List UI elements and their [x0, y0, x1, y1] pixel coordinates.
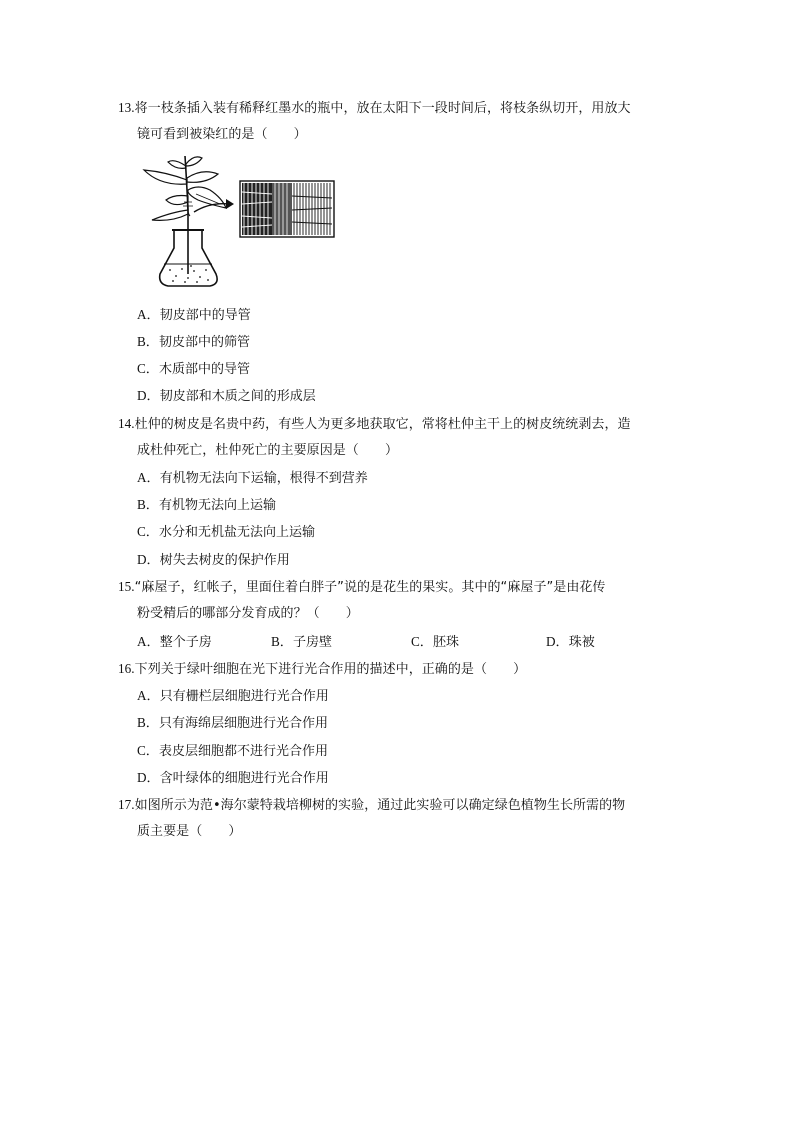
question-13-text-2: 镜可看到被染红的是（ ） — [137, 127, 307, 142]
question-17-text-2: 质主要是（ ） — [137, 824, 242, 839]
question-17-text-1: 如图所示为范•海尔蒙特栽培柳树的实验，通过此实验可以确定绿色植物生长所需的物 — [134, 798, 626, 813]
question-15-option-c[interactable]: C．胚珠 — [411, 634, 459, 650]
question-14-line-2 — [137, 437, 697, 464]
question-14-option-a[interactable]: A．有机物无法向下运输，根得不到营养 — [137, 470, 368, 486]
question-15-option-b[interactable]: B．子房壁 — [271, 634, 332, 650]
question-17-line-1 — [118, 791, 678, 819]
question-15-text-2: 粉受精后的哪部分发育成的？（ ） — [137, 606, 359, 621]
question-16-line-1 — [118, 655, 678, 683]
question-16-option-d[interactable]: D．含叶绿体的细胞进行光合作用 — [137, 770, 329, 786]
question-13-line-1 — [118, 94, 678, 122]
question-16-option-a[interactable]: A．只有栅栏层细胞进行光合作用 — [137, 688, 329, 704]
question-15-option-a[interactable]: A．整个子房 — [137, 634, 212, 650]
question-15-line-2 — [137, 600, 697, 627]
question-13-number: 13. — [118, 100, 135, 115]
question-16-option-c[interactable]: C．表皮层细胞都不进行光合作用 — [137, 743, 328, 759]
question-14-text-1: 杜仲的树皮是名贵中药，有些人为更多地获取它，常将杜仲主干上的树皮统统剥去，造 — [134, 417, 631, 432]
question-13-option-d[interactable]: D．韧皮部和木质之间的形成层 — [137, 388, 316, 404]
question-14-number: 14. — [118, 416, 135, 431]
question-14-text-2: 成杜仲死亡，杜仲死亡的主要原因是（ ） — [137, 443, 399, 458]
question-14-option-d[interactable]: D．树失去树皮的保护作用 — [137, 552, 290, 568]
question-16-option-b[interactable]: B．只有海绵层细胞进行光合作用 — [137, 715, 328, 731]
question-13-option-a[interactable]: A．韧皮部中的导管 — [137, 307, 251, 323]
question-14-line-1 — [118, 410, 678, 438]
question-15-option-d[interactable]: D．珠被 — [546, 634, 595, 650]
question-13-option-b[interactable]: B．韧皮部中的筛管 — [137, 334, 250, 350]
question-17-line-2 — [137, 818, 697, 845]
question-13-text-1: 将一枝条插入装有稀释红墨水的瓶中，放在太阳下一段时间后，将枝条纵切开，用放大 — [134, 101, 631, 116]
question-13-option-c[interactable]: C．木质部中的导管 — [137, 361, 250, 377]
question-13-line-2 — [137, 121, 697, 148]
question-14-option-c[interactable]: C．水分和无机盐无法向上运输 — [137, 524, 315, 540]
question-17-number: 17. — [118, 797, 135, 812]
question-15-number: 15. — [118, 579, 135, 594]
plant-in-flask-with-stem-section-icon — [136, 152, 341, 292]
question-16-text-1: 下列关于绿叶细胞在光下进行光合作用的描述中，正确的是（ ） — [134, 662, 527, 677]
question-16-number: 16. — [118, 661, 135, 676]
question-14-option-b[interactable]: B．有机物无法向上运输 — [137, 497, 276, 513]
question-15-line-1 — [118, 573, 678, 601]
question-15-text-1: “麻屋子，红帐子，里面住着白胖子”说的是花生的果实。其中的“麻屋子”是由花传 — [134, 580, 606, 595]
